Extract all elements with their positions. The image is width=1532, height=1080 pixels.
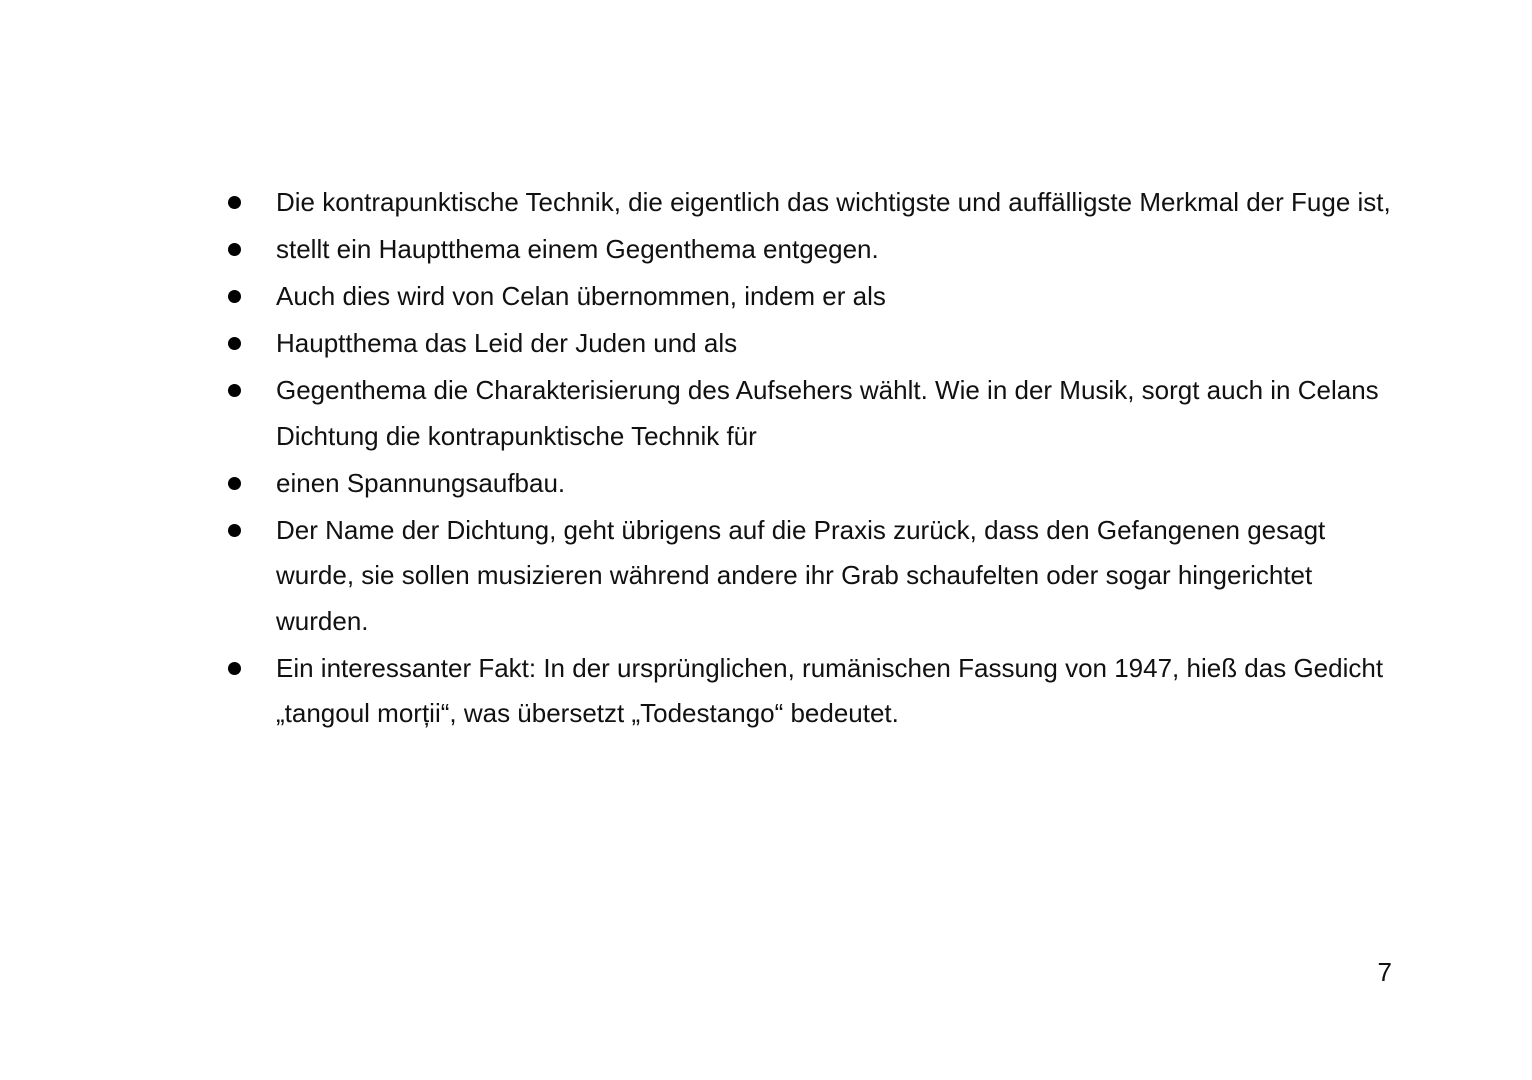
page-number: 7 <box>1377 957 1392 987</box>
bullet-dot-icon <box>228 477 241 490</box>
bullet-dot-icon <box>228 290 241 303</box>
bullet-list <box>220 180 1400 738</box>
bullet-dot-icon <box>228 524 241 537</box>
bullet-item <box>220 227 1400 273</box>
bullet-text: Die kontrapunktische Technik, die eigentlich das wichtigste und auffälligste Merkmal der Fuge ist, <box>276 187 1391 217</box>
bullet-text: Auch dies wird von Celan übernommen, indem er als <box>276 281 886 311</box>
bullet-text: Hauptthema das Leid der Juden und als <box>276 328 738 358</box>
bullet-item <box>220 274 1400 320</box>
bullet-dot-icon <box>228 196 241 209</box>
bullet-dot-icon <box>228 337 241 350</box>
bullet-item <box>220 646 1400 737</box>
bullet-item <box>220 180 1400 226</box>
bullet-item <box>220 508 1400 645</box>
bullet-text: Ein interessanter Fakt: In der ursprünglichen, rumänischen Fassung von 1947, hieß das Gedicht „tangoul morții“, was übersetzt „Todestango“ bedeutet. <box>276 652 1384 728</box>
bullet-dot-icon <box>228 384 241 397</box>
bullet-dot-icon <box>228 243 241 256</box>
bullet-item <box>220 461 1400 507</box>
bullet-text: Gegenthema die Charakterisierung des Aufsehers wählt. Wie in der Musik, sorgt auch in Celans Dichtung die kontrapunktische Technik für <box>276 375 1379 451</box>
bullet-text: stellt ein Hauptthema einem Gegenthema entgegen. <box>276 234 879 264</box>
bullet-dot-icon <box>228 662 241 675</box>
bullet-text: Der Name der Dichtung, geht übrigens auf die Praxis zurück, dass den Gefangenen gesagt wurde, sie sollen musizieren während andere ihr Grab schaufelten oder sogar hingerichtet wurden. <box>276 514 1326 636</box>
bullet-text: einen Spannungsaufbau. <box>276 467 566 498</box>
bullet-item <box>220 321 1400 367</box>
bullet-item <box>220 368 1400 459</box>
